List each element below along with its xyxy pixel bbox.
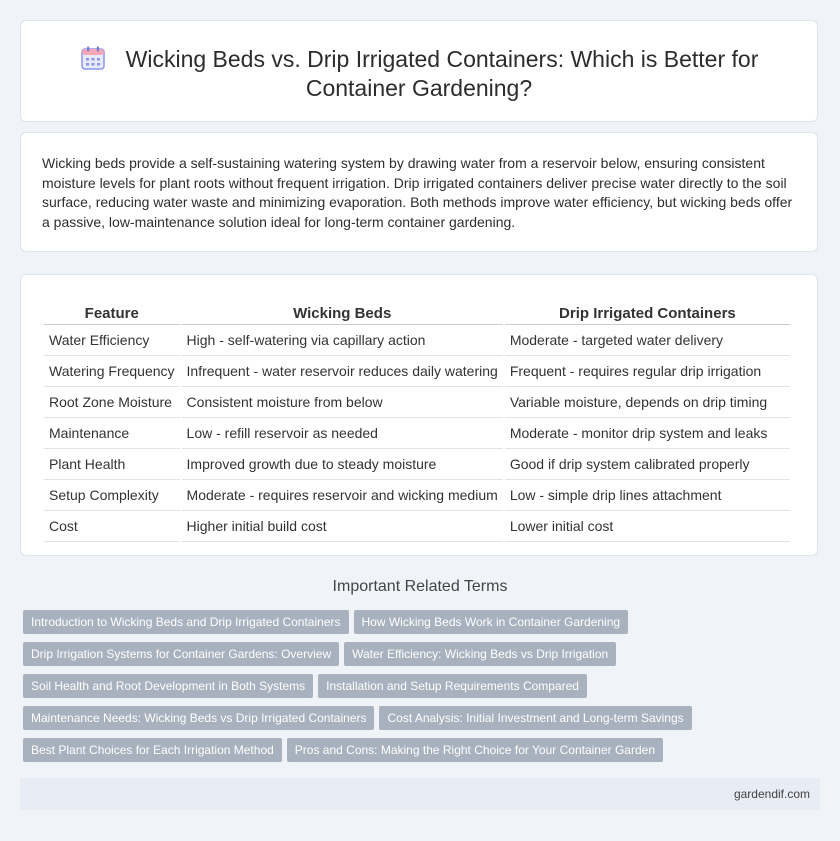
table-row bbox=[44, 449, 790, 480]
cell-wicking-beds: High - self-watering via capillary action bbox=[182, 325, 503, 356]
table-row bbox=[44, 418, 790, 449]
cell-wicking-beds: Low - refill reservoir as needed bbox=[182, 418, 503, 449]
related-term-tag[interactable]: Soil Health and Root Development in Both Systems bbox=[23, 674, 313, 698]
related-term-tag[interactable]: How Wicking Beds Work in Container Gardening bbox=[354, 610, 629, 634]
related-term-tag[interactable]: Best Plant Choices for Each Irrigation Method bbox=[23, 738, 282, 762]
table-row bbox=[44, 480, 790, 511]
header-feature: Feature bbox=[44, 295, 180, 325]
related-terms-row bbox=[23, 738, 823, 762]
comparison-card bbox=[20, 274, 818, 556]
cell-drip-containers: Variable moisture, depends on drip timing bbox=[505, 387, 790, 418]
table-body bbox=[44, 325, 790, 542]
header-wicking-beds: Wicking Beds bbox=[182, 295, 503, 325]
cell-feature: Cost bbox=[44, 511, 180, 542]
cell-drip-containers: Low - simple drip lines attachment bbox=[505, 480, 790, 511]
table-row bbox=[44, 387, 790, 418]
footer bbox=[20, 778, 820, 810]
page-title bbox=[21, 45, 817, 103]
cell-feature: Plant Health bbox=[44, 449, 180, 480]
header-drip-containers: Drip Irrigated Containers bbox=[505, 295, 790, 325]
related-terms-row bbox=[23, 610, 823, 634]
related-terms-row bbox=[23, 674, 823, 698]
cell-feature: Maintenance bbox=[44, 418, 180, 449]
cell-wicking-beds: Infrequent - water reservoir reduces daily watering bbox=[182, 356, 503, 387]
related-term-tag[interactable]: Drip Irrigation Systems for Container Gardens: Overview bbox=[23, 642, 339, 666]
intro-card bbox=[20, 132, 818, 252]
comparison-table bbox=[42, 295, 792, 542]
cell-feature: Setup Complexity bbox=[44, 480, 180, 511]
table-row bbox=[44, 511, 790, 542]
title-line-1: Wicking Beds vs. Drip Irrigated Containers: Which is Better for bbox=[125, 46, 759, 72]
cell-wicking-beds: Improved growth due to steady moisture bbox=[182, 449, 503, 480]
intro-paragraph: Wicking beds provide a self-sustaining watering system by drawing water from a reservoir below, ensuring consistent moisture levels for plant roots without frequent irrigation. Drip irrigated containers deliver precise water directly to the soil surface, reducing water waste and minimizing evaporation. Both methods improve water efficiency, but wicking beds offer a passive, low-maintenance solution ideal for long-term container gardening. bbox=[42, 155, 793, 230]
table-row bbox=[44, 325, 790, 356]
related-term-tag[interactable]: Installation and Setup Requirements Compared bbox=[318, 674, 587, 698]
cell-drip-containers: Frequent - requires regular drip irrigation bbox=[505, 356, 790, 387]
related-term-tag[interactable]: Cost Analysis: Initial Investment and Long-term Savings bbox=[379, 706, 691, 730]
related-terms-row bbox=[23, 642, 823, 666]
title-card bbox=[20, 20, 818, 122]
cell-feature: Root Zone Moisture bbox=[44, 387, 180, 418]
cell-drip-containers: Good if drip system calibrated properly bbox=[505, 449, 790, 480]
related-terms-title: Important Related Terms bbox=[332, 578, 508, 595]
table-header-row bbox=[44, 295, 790, 325]
cell-feature: Watering Frequency bbox=[44, 356, 180, 387]
cell-feature: Water Efficiency bbox=[44, 325, 180, 356]
cell-drip-containers: Moderate - monitor drip system and leaks bbox=[505, 418, 790, 449]
calendar-icon bbox=[80, 45, 106, 71]
footer-site[interactable]: gardendif.com bbox=[733, 787, 810, 801]
related-term-tag[interactable]: Water Efficiency: Wicking Beds vs Drip Irrigation bbox=[344, 642, 616, 666]
cell-wicking-beds: Consistent moisture from below bbox=[182, 387, 503, 418]
cell-drip-containers: Lower initial cost bbox=[505, 511, 790, 542]
related-term-tag[interactable]: Maintenance Needs: Wicking Beds vs Drip Irrigated Containers bbox=[23, 706, 374, 730]
table-row bbox=[44, 356, 790, 387]
related-term-tag[interactable]: Pros and Cons: Making the Right Choice for Your Container Garden bbox=[287, 738, 663, 762]
title-line-2: Container Gardening? bbox=[305, 75, 533, 101]
cell-wicking-beds: Moderate - requires reservoir and wicking medium bbox=[182, 480, 503, 511]
cell-wicking-beds: Higher initial build cost bbox=[182, 511, 503, 542]
related-terms-row bbox=[23, 706, 823, 730]
cell-drip-containers: Moderate - targeted water delivery bbox=[505, 325, 790, 356]
related-term-tag[interactable]: Introduction to Wicking Beds and Drip Irrigated Containers bbox=[23, 610, 349, 634]
